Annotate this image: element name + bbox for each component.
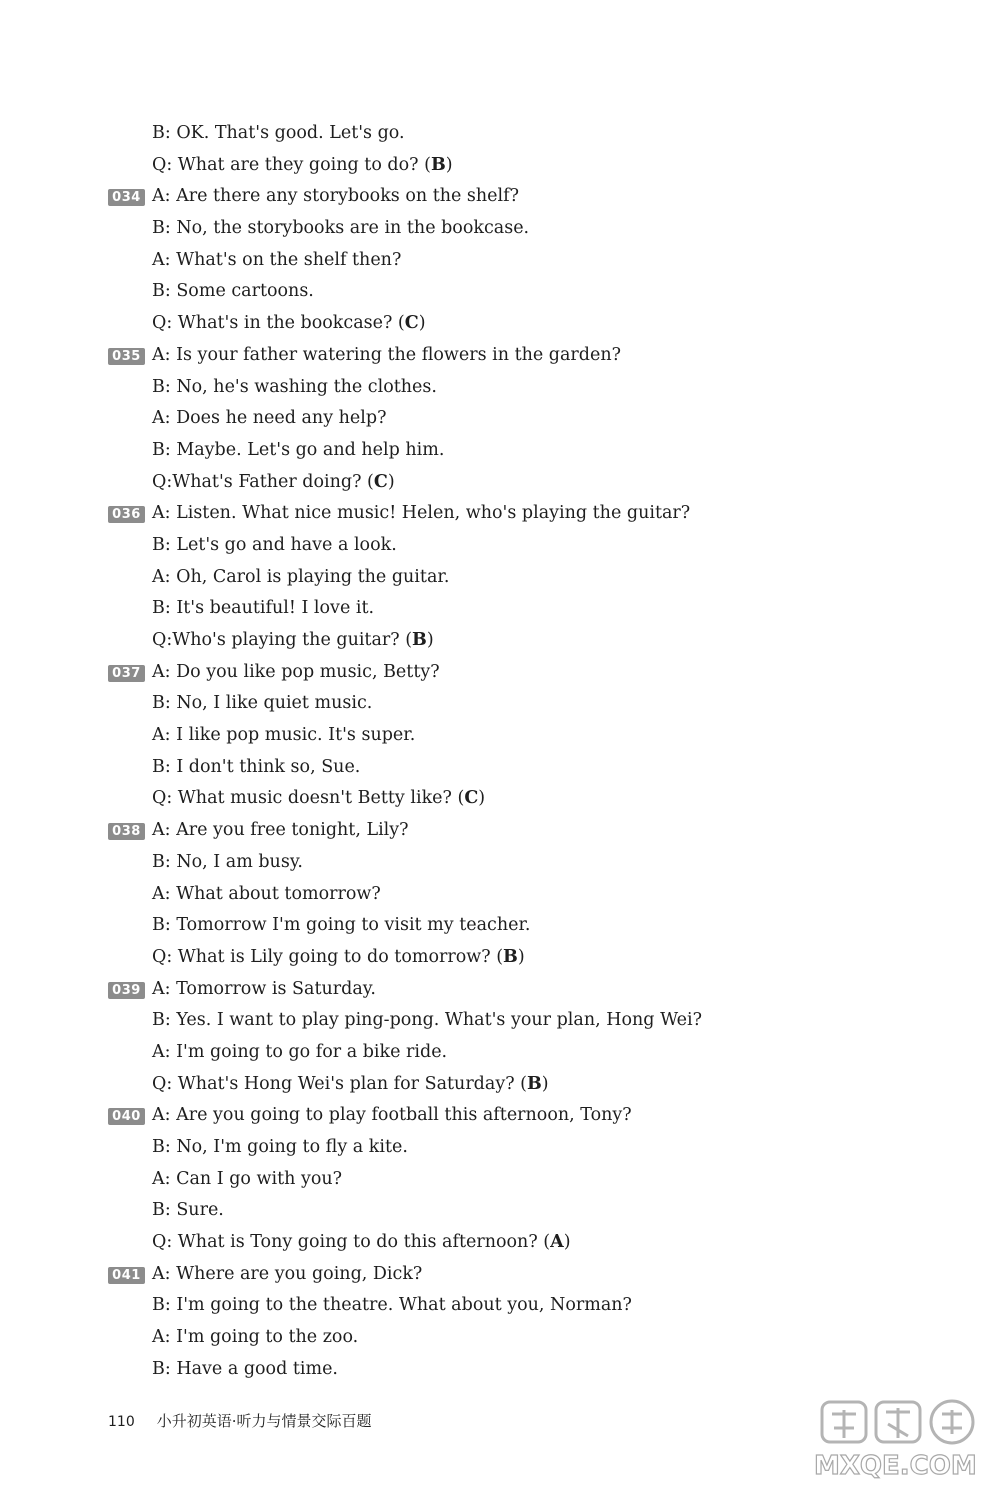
answer-letter: B [412,630,427,650]
transcript-line [0,879,1000,911]
transcript-line [0,562,1000,594]
book-title: 小升初英语·听力与情景交际百题 [156,1412,372,1430]
dialogue-line-text: B: I don't think so, Sue. [152,756,361,777]
dialogue-line-text: Q: What's Hong Wei's plan for Saturday? ( [152,1073,527,1094]
transcript-line [0,783,1000,815]
dialogue-line-text: B: Some cartoons. [152,281,314,302]
dialogue-line-text: A: I'm going to the zoo. [152,1327,359,1348]
transcript-line [0,847,1000,879]
dialogue-text [152,879,381,911]
answer-close-paren: ) [541,1073,549,1094]
dialogue-line-text: B: Maybe. Let's go and help him. [152,439,445,460]
dialogue-line-text: B: Yes. I want to play ping-pong. What's your plan, Hong Wei? [152,1010,702,1031]
transcript-line [0,1069,1000,1101]
dialogue-text [152,657,440,689]
dialogue-line-text: Q:What's Father doing? ( [152,471,374,492]
answer-close-paren: ) [418,313,426,334]
answer-close-paren: ) [387,471,395,492]
dialogue-line-text: B: No, the storybooks are in the bookcase. [152,218,530,239]
transcript-line [0,403,1000,435]
transcript-line [0,213,1000,245]
dialogue-text [152,181,519,213]
question-number-badge: 034 [108,189,145,206]
dialogue-line-text: A: I like pop music. It's super. [152,725,416,746]
dialogue-line-text: Q: What is Lily going to do tomorrow? ( [152,946,504,967]
answer-letter: A [550,1232,564,1253]
dialogue-text [152,783,485,815]
dialogue-line-text: B: No, I like quiet music. [152,693,373,714]
answer-letter: B [430,154,446,175]
dialogue-line-text: B: Sure. [152,1200,224,1221]
page-number: 110 [108,1414,135,1430]
transcript-line [0,657,1000,689]
dialogue-text [152,1164,342,1196]
dialogue-line-text: A: Listen. What nice music! Helen, who's playing the guitar? [152,503,691,524]
dialogue-line-text: B: No, I'm going to fly a kite. [152,1137,408,1157]
dialogue-line-text: A: Are you free tonight, Lily? [152,820,409,841]
transcript-line [0,150,1000,182]
watermark-text: MXQE.COM [814,1451,977,1481]
question-number-badge: 037 [108,665,145,682]
dialogue-line-text: B: No, he's washing the clothes. [152,376,437,397]
transcript-line [0,372,1000,404]
dialogue-line-text: A: What about tomorrow? [152,883,381,904]
answer-letter: C [404,313,419,334]
dialogue-text [152,1322,358,1354]
dialogue-text [152,593,374,625]
transcript-line [0,942,1000,974]
dialogue-line-text: B: Let's go and have a look. [152,534,397,555]
dialogue-line-text: A: Does he need any help? [152,408,387,429]
transcript-line [0,276,1000,308]
transcript-line [0,815,1000,847]
answer-close-paren: ) [563,1232,571,1253]
transcript-line [0,1195,1000,1227]
dialogue-text [152,1069,549,1101]
transcript-line [0,593,1000,625]
transcript-line [0,181,1000,213]
transcript-line [0,1005,1000,1037]
dialogue-text [152,372,437,404]
transcript-line [0,1290,1000,1322]
dialogue-line-text: Q:Who's playing the guitar? ( [152,630,413,650]
dialogue-line-text: B: Have a good time. [152,1358,338,1379]
dialogue-text [152,815,409,847]
answer-close-paren: ) [426,630,434,650]
dialogue-text [152,1132,408,1164]
dialogue-text [152,1227,571,1259]
dialogue-text [152,752,360,784]
transcript-line [0,1100,1000,1132]
dialogue-text [152,245,401,277]
transcript-line [0,1322,1000,1354]
dialogue-line-text: B: Tomorrow I'm going to visit my teacher. [152,915,531,936]
dialogue-text [152,150,453,182]
question-number-badge: 038 [108,823,145,840]
dialogue-line-text: A: Are there any storybooks on the shelf? [152,186,519,207]
dialogue-text [152,498,690,530]
transcript-body [0,118,1000,1386]
transcript-line [0,625,1000,657]
dialogue-text [152,276,314,308]
watermark-logo-icon [812,1398,992,1482]
dialogue-text [152,974,376,1006]
dialogue-text [152,1005,702,1037]
dialogue-text [152,1354,338,1386]
dialogue-text [152,1195,224,1227]
dialogue-text [152,1037,447,1069]
dialogue-text [152,403,386,435]
transcript-line [0,498,1000,530]
transcript-line [0,974,1000,1006]
transcript-line [0,1037,1000,1069]
dialogue-line-text: Q: What are they going to do? ( [152,154,431,175]
dialogue-line-text: A: Can I go with you? [152,1168,343,1189]
transcript-line [0,1227,1000,1259]
transcript-line [0,308,1000,340]
transcript-line [0,245,1000,277]
page-footer [108,1410,372,1431]
dialogue-text [152,340,621,372]
watermark-logo [812,1398,992,1482]
dialogue-text [152,213,529,245]
dialogue-text [152,562,449,594]
answer-close-paren: ) [445,154,453,175]
dialogue-line-text: A: Where are you going, Dick? [152,1263,423,1284]
dialogue-text [152,1259,422,1291]
dialogue-text [152,1290,632,1322]
dialogue-line-text: A: Tomorrow is Saturday. [152,978,376,999]
dialogue-text [152,118,405,150]
transcript-line [0,688,1000,720]
dialogue-line-text: B: It's beautiful! I love it. [152,598,375,619]
dialogue-line-text: B: OK. That's good. Let's go. [152,123,405,143]
dialogue-line-text: Q: What is Tony going to do this afternoon? ( [152,1232,551,1253]
dialogue-line-text: A: What's on the shelf then? [152,249,402,270]
dialogue-text [152,308,426,340]
transcript-line [0,1354,1000,1386]
transcript-line [0,752,1000,784]
transcript-line [0,720,1000,752]
dialogue-text [152,467,395,499]
answer-letter: B [503,946,518,967]
dialogue-text [152,847,303,879]
question-number-badge: 039 [108,982,145,999]
dialogue-line-text: Q: What's in the bookcase? ( [152,313,405,334]
dialogue-line-text: A: Are you going to play football this afternoon, Tony? [152,1105,632,1126]
transcript-line [0,1164,1000,1196]
dialogue-line-text: Q: What music doesn't Betty like? ( [152,788,465,809]
question-number-badge: 036 [108,506,145,523]
dialogue-line-text: A: Oh, Carol is playing the guitar. [152,566,450,587]
dialogue-text [152,435,444,467]
transcript-line [0,435,1000,467]
dialogue-text [152,720,415,752]
answer-letter: B [526,1073,542,1094]
transcript-line [0,340,1000,372]
dialogue-line-text: A: Do you like pop music, Betty? [152,661,440,682]
transcript-line [0,1259,1000,1291]
question-number-badge: 041 [108,1267,145,1284]
transcript-line [0,467,1000,499]
question-number-badge: 040 [108,1108,145,1125]
transcript-line [0,118,1000,150]
dialogue-line-text: A: Is your father watering the flowers in the garden? [152,344,622,365]
answer-letter: C [464,788,479,809]
answer-close-paren: ) [478,788,486,809]
dialogue-text [152,625,434,657]
answer-close-paren: ) [517,946,525,967]
transcript-line [0,1132,1000,1164]
dialogue-text [152,910,530,942]
transcript-line [0,910,1000,942]
dialogue-text [152,1100,632,1132]
dialogue-text [152,530,397,562]
question-number-badge: 035 [108,348,145,365]
answer-letter: C [373,471,388,492]
dialogue-line-text: B: I'm going to the theatre. What about you, Norman? [152,1295,632,1316]
dialogue-line-text: A: I'm going to go for a bike ride. [152,1041,448,1062]
dialogue-line-text: B: No, I am busy. [152,851,303,872]
dialogue-text [152,688,372,720]
dialogue-text [152,942,525,974]
transcript-line [0,530,1000,562]
